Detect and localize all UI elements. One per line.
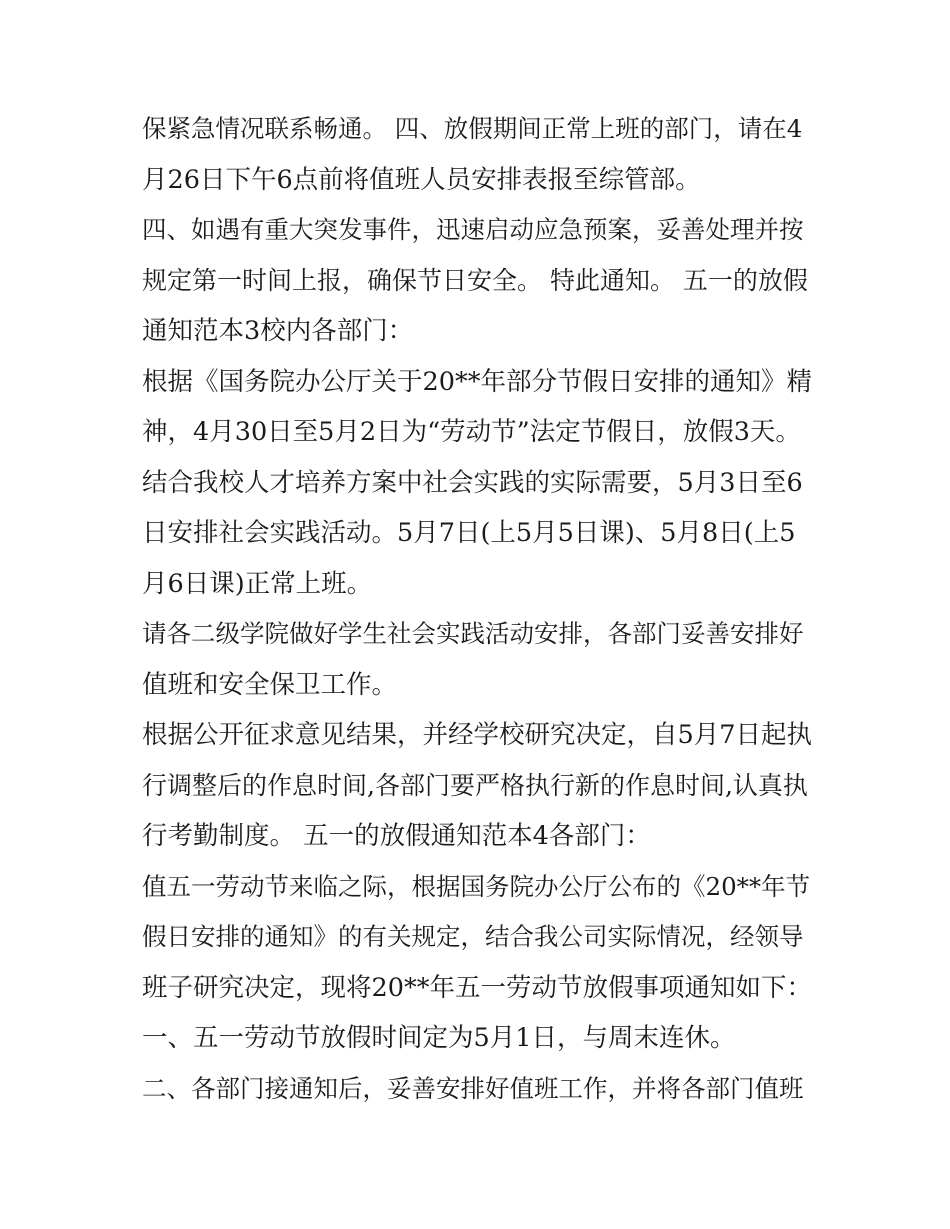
- text-line: 四、如遇有重大突发事件，迅速启动应急预案，妥善处理并按: [142, 215, 804, 244]
- text-line: 值五一劳动节来临之际，根据国务院办公厅公布的《20**年节: [142, 871, 811, 901]
- text-line: 值班和安全保卫工作。: [142, 669, 398, 700]
- text-line: 月6日课)正常上班。: [142, 568, 373, 599]
- text-line: 结合我校人才培养方案中社会实践的实际需要，5月3日至6: [142, 467, 803, 498]
- text-line: 行调整后的作息时间,各部门要严格执行新的作息时间,认真执: [142, 770, 808, 800]
- text-line: 班子研究决定，现将20**年五一劳动节放假事项通知如下：: [142, 972, 812, 1003]
- text-line: 二、各部门接通知后，妥善安排好值班工作，并将各部门值班: [142, 1073, 804, 1103]
- text-line: 根据《国务院办公厅关于20**年部分节假日安排的通知》精: [142, 366, 812, 397]
- document-body: [142, 104, 814, 1114]
- text-line: 保紧急情况联系畅通。 四、放假期间正常上班的部门，请在4: [142, 114, 803, 143]
- text-line: 一、五一劳动节放假时间定为5月1日，与周末连休。: [142, 1023, 736, 1053]
- text-line: 假日安排的通知》的有关规定，结合我公司实际情况，经领导: [142, 922, 804, 951]
- text-line: 日安排社会实践活动。5月7日(上5月5日课)、5月8日(上5: [142, 518, 796, 548]
- text-line: 行考勤制度。 五一的放假通知范本4各部门：: [142, 821, 651, 851]
- text-line: 神，4月30日至5月2日为“劳动节”法定节假日，放假3天。: [142, 417, 801, 447]
- text-line: 通知范本3校内各部门：: [142, 316, 414, 346]
- text-line: 请各二级学院做好学生社会实践活动安排，各部门妥善安排好: [142, 619, 804, 648]
- text-line: 根据公开征求意见结果，并经学校研究决定，自5月7日起执: [142, 720, 812, 750]
- text-line: 月26日下午6点前将值班人员安排表报至综管部。: [142, 164, 701, 195]
- text-line: 规定第一时间上报，确保节日安全。 特此通知。 五一的放假: [142, 265, 808, 295]
